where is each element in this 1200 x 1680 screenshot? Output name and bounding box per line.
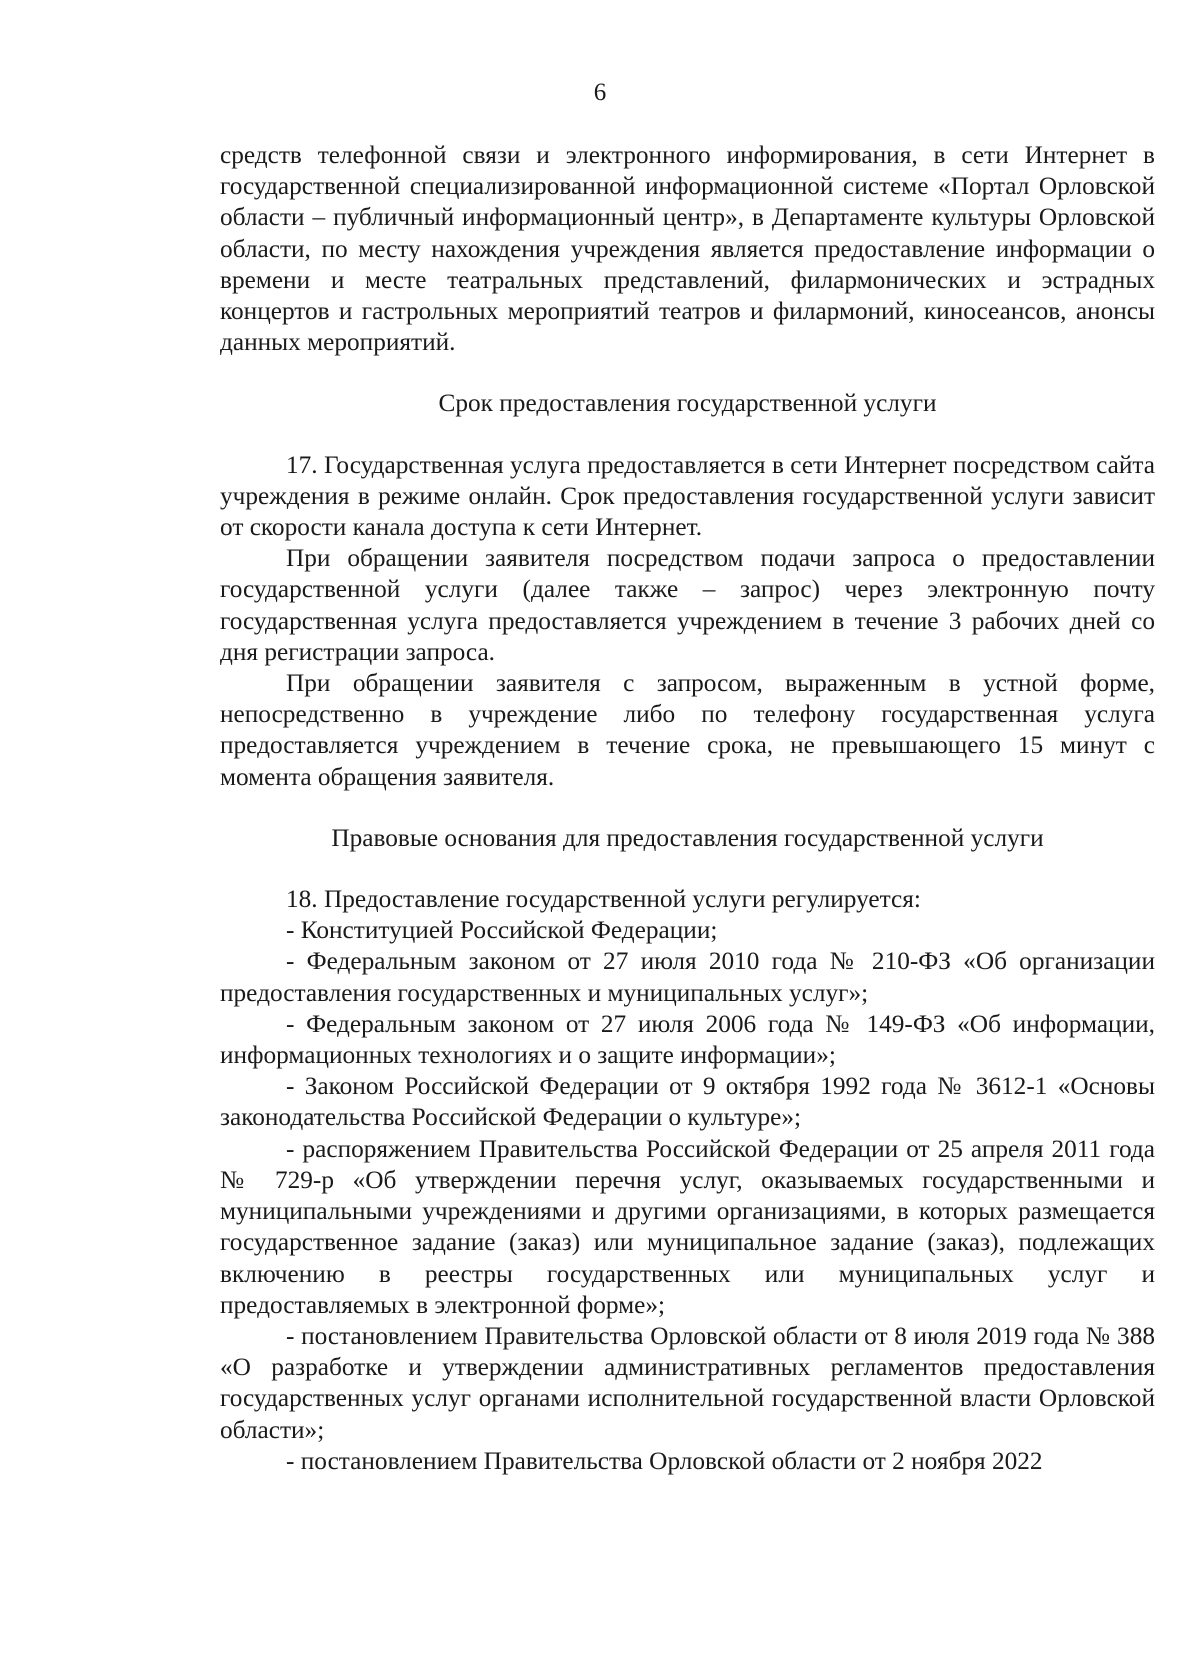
legal-item-210fz: - Федеральным законом от 27 июля 2010 года № 210-ФЗ «Об организации предоставления государственных и муниципальных услуг»;	[220, 947, 1155, 1007]
section-heading-term: Срок предоставления государственной услуги	[438, 389, 937, 418]
legal-item-729r: - распоряжением Правительства Российской Федерации от 25 апреля 2011 года № 729-р «Об утверждении перечня услуг, оказываемых государственными и муниципальными учреждениями и другими организациями, в которых размещается государственное задание (заказ) или муниципальное задание (заказ), подлежащих включению в реестры государственных или муниципальных услуг и предоставляемых в электронной форме»;	[220, 1134, 1155, 1319]
section-heading-legal: Правовые основания для предоставления государственной услуги	[331, 823, 1044, 852]
legal-item-constitution: - Конституцией Российской Федерации;	[286, 916, 718, 945]
paragraph-oral-request: При обращении заявителя с запросом, выраженным в устной форме, непосредственно в учреждение либо по телефону государственная услуга предоставляется учреждением в течение срока, не превышающего 15 минут с момента обращения заявителя.	[220, 669, 1155, 791]
paragraph-17: 17. Государственная услуга предоставляется в сети Интернет посредством сайта учреждения в режиме онлайн. Срок предоставления государственной услуги зависит от скорости канала доступа к сети Интернет.	[220, 450, 1155, 542]
page-number: 6	[593, 79, 607, 106]
legal-item-149fz: - Федеральным законом от 27 июля 2006 года № 149-ФЗ «Об информации, информационных технологиях и о защите информации»;	[220, 1009, 1155, 1070]
document-body	[220, 140, 1155, 1477]
intro-paragraph: средств телефонной связи и электронного информирования, в сети Интернет в государственной специализированной информационной системе «Портал Орловской области – публичный информационный центр», в Департаменте культуры Орловской области, по месту нахождения учреждения является предоставление информации о времени и месте театральных представлений, филармонических и эстрадных концертов и гастрольных мероприятий театров и филармоний, киносеансов, анонсы данных мероприятий.	[220, 141, 1155, 357]
legal-item-388: - постановлением Правительства Орловской области от 8 июля 2019 года № 388 «О разработке и утверждении административных регламентов предоставления государственных услуг органами исполнительной государственной власти Орловской области»;	[220, 1321, 1155, 1444]
legal-item-2022: - постановлением Правительства Орловской области от 2 ноября 2022	[286, 1446, 1043, 1475]
paragraph-18: 18. Предоставление государственной услуги регулируется:	[286, 885, 921, 914]
legal-item-3612: - Законом Российской Федерации от 9 октября 1992 года № 3612-1 «Основы законодательства Российской Федерации о культуре»;	[220, 1072, 1155, 1132]
paragraph-email-request: При обращении заявителя посредством подачи запроса о предоставлении государственной услуги (далее также – запрос) через электронную почту государственная услуга предоставляется учреждением в течение 3 рабочих дней со дня регистрации запроса.	[220, 544, 1155, 666]
